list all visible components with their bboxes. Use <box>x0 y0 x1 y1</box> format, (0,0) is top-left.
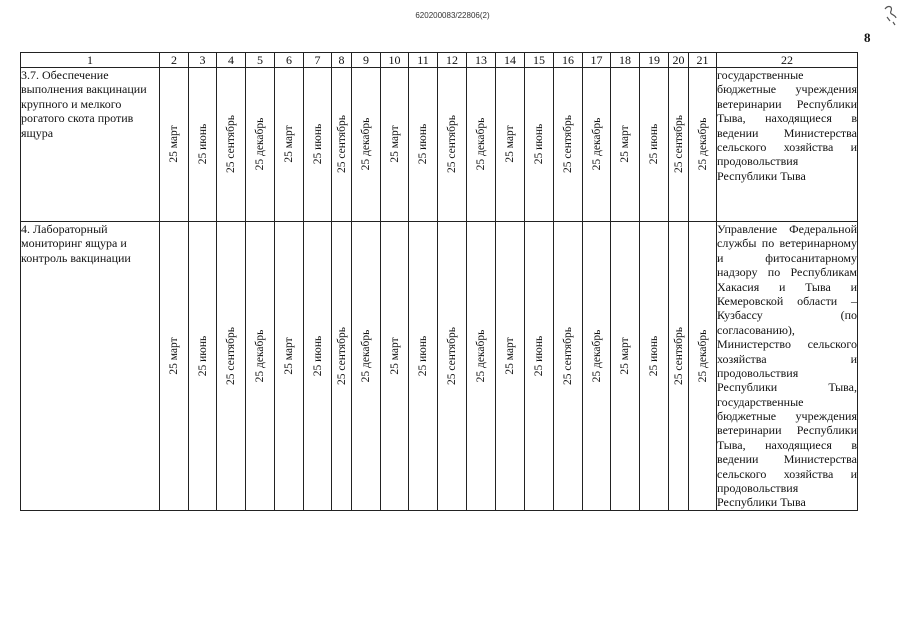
date-label: 25 март <box>504 125 516 163</box>
col-header: 11 <box>409 53 438 68</box>
col-header: 18 <box>611 53 640 68</box>
activity-name: 3.7. Обеспечение выполнения вакцинации крупного и мелкого рогатого скота против ящура <box>21 68 160 222</box>
date-cell <box>332 222 352 511</box>
col-header: 12 <box>438 53 467 68</box>
date-label: 25 декабрь <box>590 117 603 171</box>
date-cell <box>467 222 496 511</box>
date-label: 25 декабрь <box>475 117 487 171</box>
schedule-table <box>20 52 858 511</box>
col-header: 2 <box>160 53 189 68</box>
col-header: 9 <box>352 53 381 68</box>
date-label: 25 март <box>168 125 180 163</box>
date-label: 25 март <box>168 337 180 375</box>
date-cell <box>381 222 409 511</box>
date-cell <box>640 68 669 222</box>
date-label: 25 декабрь <box>360 329 372 383</box>
date-cell <box>189 68 217 222</box>
date-cell <box>554 222 583 511</box>
column-number-row <box>21 53 858 68</box>
date-label: 25 сентябрь <box>672 115 685 173</box>
date-cell <box>352 222 381 511</box>
col-header: 5 <box>246 53 275 68</box>
date-label: 25 июнь <box>417 123 429 165</box>
col-header: 8 <box>332 53 352 68</box>
date-label: 25 декабрь <box>360 117 372 171</box>
date-label: 25 июнь <box>196 123 209 165</box>
date-cell <box>611 222 640 511</box>
activity-name: 4. Лабораторный мониторинг ящура и контроль вакцинации <box>21 222 160 511</box>
date-cell <box>160 68 189 222</box>
date-cell <box>640 222 669 511</box>
date-cell <box>496 68 525 222</box>
date-cell <box>352 68 381 222</box>
col-header: 22 <box>717 53 858 68</box>
col-header: 17 <box>583 53 611 68</box>
date-label: 25 июнь <box>196 335 209 377</box>
date-cell <box>217 68 246 222</box>
date-label: 25 июнь <box>533 123 545 165</box>
col-header: 14 <box>496 53 525 68</box>
date-label: 25 сентябрь <box>225 115 237 173</box>
date-cell <box>689 222 717 511</box>
col-header: 7 <box>304 53 332 68</box>
date-label: 25 сентябрь <box>562 327 574 385</box>
date-label: 25 сентябрь <box>446 115 458 173</box>
date-cell <box>189 222 217 511</box>
date-label: 25 декабрь <box>254 117 266 171</box>
date-label: 25 сентябрь <box>335 115 348 173</box>
date-cell <box>611 68 640 222</box>
responsible-party: Управление Федеральной службы по ветеринарному и фитосанитарному надзору по Республикам Хакасия и Тыва и Кемеровской области – Кузбассу (по согласованию), Министерство сельского хозяйства и продовольствия Республики Тыва, государственные бюджетные учреждения ветеринарии Республики Тыва, находящиеся в ведении Министерства сельского хозяйства и продовольствия Республики Тыва <box>717 222 857 510</box>
date-label: 25 сентябрь <box>335 327 348 385</box>
document-id: 620200083/22806(2) <box>415 11 490 20</box>
date-cell <box>467 68 496 222</box>
col-header: 6 <box>275 53 304 68</box>
col-header: 15 <box>525 53 554 68</box>
date-label: 25 март <box>283 125 295 163</box>
date-label: 25 июнь <box>648 335 660 377</box>
col-header: 19 <box>640 53 669 68</box>
date-label: 25 июнь <box>648 123 660 165</box>
page-number: 8 <box>864 30 871 45</box>
date-label: 25 июнь <box>417 335 429 377</box>
responsible-party: государственные бюджетные учреждения ветеринарии Республики Тыва, находящиеся в ведении Министерства сельского хозяйства и продовольствия Республики Тыва <box>717 68 858 222</box>
date-label: 25 декабрь <box>696 329 709 383</box>
date-label: 25 сентябрь <box>446 327 458 385</box>
date-label: 25 июнь <box>533 335 545 377</box>
date-cell <box>669 68 689 222</box>
date-label: 25 июнь <box>311 335 324 377</box>
col-header: 10 <box>381 53 409 68</box>
col-header: 16 <box>554 53 583 68</box>
col-header: 4 <box>217 53 246 68</box>
date-cell <box>160 222 189 511</box>
date-cell <box>669 222 689 511</box>
date-label: 25 сентябрь <box>672 327 685 385</box>
date-cell <box>409 222 438 511</box>
date-cell <box>525 222 554 511</box>
col-header: 13 <box>467 53 496 68</box>
date-label: 25 декабрь <box>590 329 603 383</box>
table-row <box>21 222 858 511</box>
date-cell <box>275 222 304 511</box>
date-label: 25 декабрь <box>696 117 709 171</box>
date-label: 25 декабрь <box>254 329 266 383</box>
date-cell <box>332 68 352 222</box>
handwritten-mark-icon <box>882 3 900 27</box>
table-row <box>21 68 858 222</box>
date-label: 25 март <box>283 337 295 375</box>
date-cell <box>217 222 246 511</box>
date-label: 25 март <box>619 125 631 163</box>
date-cell <box>246 222 275 511</box>
date-label: 25 сентябрь <box>562 115 574 173</box>
date-cell <box>246 68 275 222</box>
date-cell <box>438 222 467 511</box>
date-cell <box>525 68 554 222</box>
date-label: 25 декабрь <box>475 329 487 383</box>
date-cell <box>275 68 304 222</box>
date-cell <box>554 68 583 222</box>
date-label: 25 март <box>619 337 631 375</box>
col-header: 20 <box>669 53 689 68</box>
col-header: 3 <box>189 53 217 68</box>
date-label: 25 март <box>504 337 516 375</box>
date-cell <box>438 68 467 222</box>
date-cell <box>381 68 409 222</box>
date-label: 25 июнь <box>311 123 324 165</box>
date-cell <box>583 222 611 511</box>
date-cell <box>689 68 717 222</box>
date-cell <box>304 222 332 511</box>
date-cell <box>583 68 611 222</box>
date-label: 25 март <box>388 337 401 375</box>
date-cell <box>409 68 438 222</box>
col-header: 21 <box>689 53 717 68</box>
date-label: 25 март <box>388 125 401 163</box>
date-cell <box>496 222 525 511</box>
date-label: 25 сентябрь <box>225 327 237 385</box>
date-cell <box>304 68 332 222</box>
col-header: 1 <box>21 53 160 68</box>
